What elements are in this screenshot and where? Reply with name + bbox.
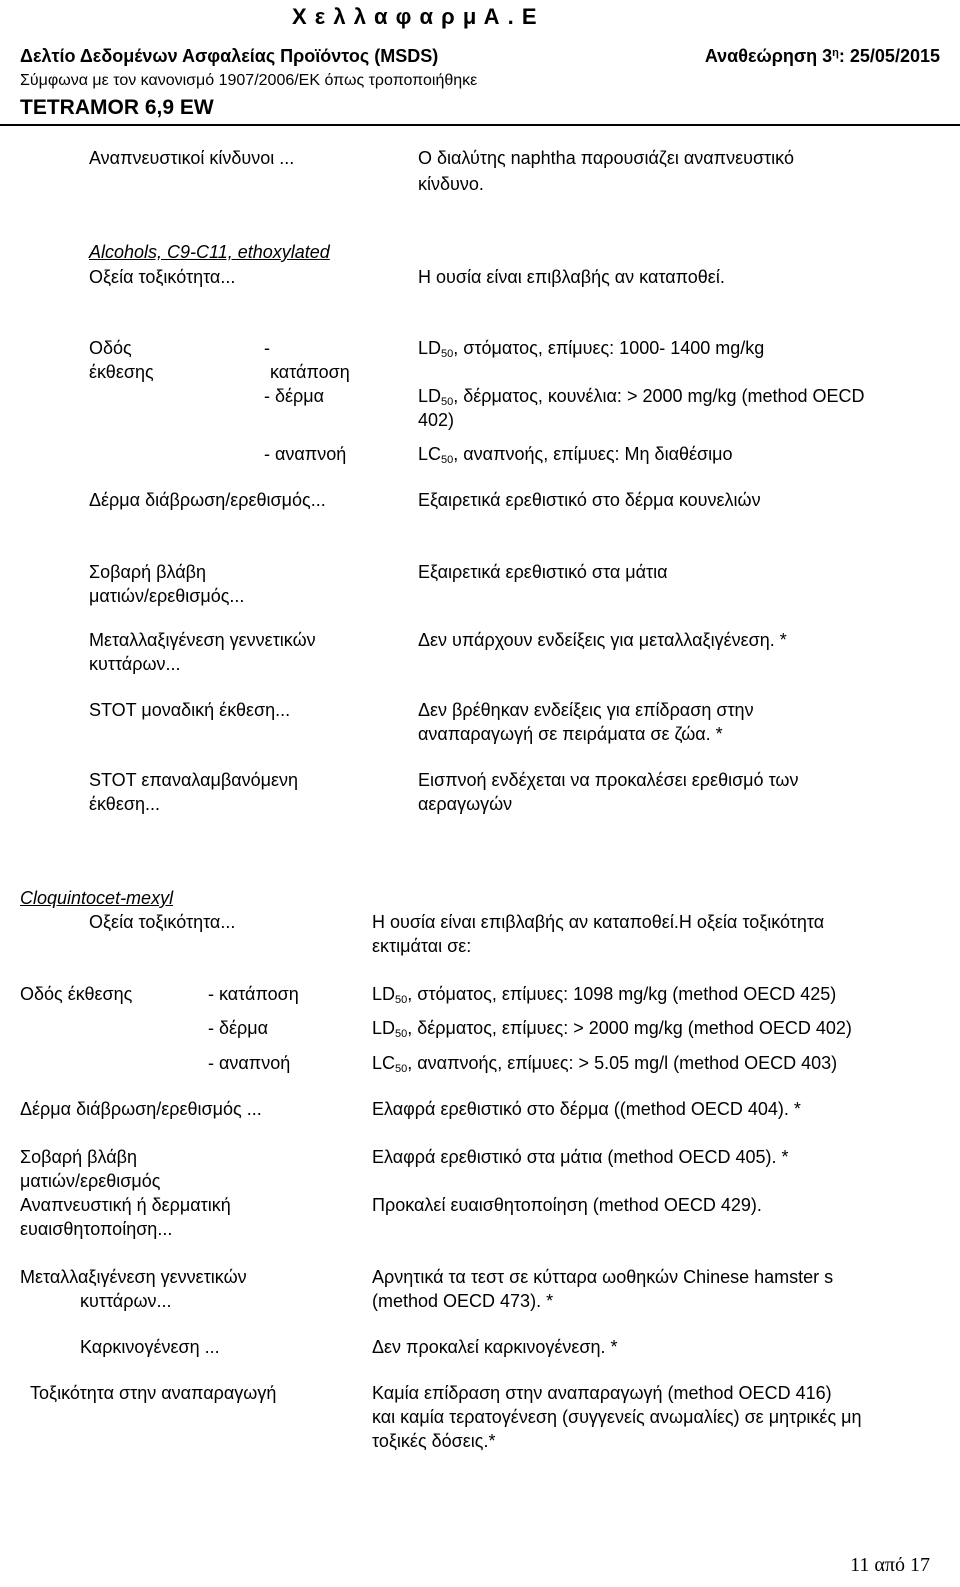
route-label-cont: έκθεσης: [89, 362, 154, 382]
route-dermal-value: $LD_{50}$, δέρματος, κουνέλια: > 2000 mg/kg (method OECD: [418, 386, 865, 408]
route-oral-dash: -: [264, 338, 270, 358]
cloq-acute-toxicity-value-cont: εκτιμάται σε:: [372, 936, 472, 956]
route-dermal-value-cont: 402): [418, 410, 455, 430]
cloq-sensitization-label-cont: ευαισθητοποίηση...: [20, 1219, 173, 1239]
stot-repeated-value-cont: αεραγωγών: [418, 794, 513, 814]
cloq-route-dermal-value: $LD_{50}$, δέρματος, επίμυες: > 2000 mg/kg (method OECD 402): [372, 1018, 852, 1040]
mutagenicity-label-cont: κυττάρων...: [89, 654, 181, 674]
aspiration-hazard-label: Αναπνευστικοί κίνδυνοι ...: [89, 148, 295, 168]
stot-single-value: Δεν βρέθηκαν ενδείξεις για επίδραση στην: [418, 700, 754, 720]
document-title: Δελτίο Δεδομένων Ασφαλείας Προϊόντος (MSDS): [20, 46, 439, 66]
mutagenicity-value: Δεν υπάρχουν ενδείξεις για μεταλλαξιγένεση. *: [418, 630, 787, 650]
cloq-reproductive-value-cont2: τοξικές δόσεις.*: [372, 1431, 496, 1451]
cloq-eye-damage-value: Ελαφρά ερεθιστικό στα μάτια (method OECD 405). *: [372, 1147, 789, 1167]
stot-single-value-cont: αναπαραγωγή σε πειράματα σε ζώα. *: [418, 724, 723, 744]
cloq-carcinogenicity-value: Δεν προκαλεί καρκινογένεση. *: [372, 1337, 618, 1357]
skin-irritation-label: Δέρμα διάβρωση/ερεθισμός...: [89, 490, 326, 510]
stot-single-label: STOT μοναδική έκθεση...: [89, 700, 291, 720]
cloq-sensitization-label: Αναπνευστική ή δερματική: [20, 1195, 231, 1215]
cloq-eye-damage-label: Σοβαρή βλάβη: [20, 1147, 137, 1167]
cloq-reproductive-label: Τοξικότητα στην αναπαραγωγή: [30, 1383, 277, 1403]
cloq-mutagenicity-value: Αρνητικά τα τεστ σε κύτταρα ωοθηκών Chinese hamster s: [372, 1267, 834, 1287]
cloq-reproductive-value-cont: και καμία τερατογένεση (συγγενείς ανωμαλίες) σε μητρικές μη: [372, 1407, 862, 1427]
cloq-mutagenicity-label-cont: κυττάρων...: [80, 1291, 172, 1311]
cloq-route-label: Οδός έκθεσης: [20, 984, 133, 1004]
company-name: Χ ε λ λ α φ α ρ μ Α . Ε: [292, 4, 538, 29]
page-number: 11 από 17: [850, 1554, 930, 1576]
aspiration-hazard-value-cont: κίνδυνο.: [418, 174, 484, 194]
regulation-note: Σύμφωνα με τον κανονισμό 1907/2006/ΕΚ όπως τροποποιήθηκε: [20, 72, 478, 89]
stot-repeated-label: STOT επαναλαμβανόμενη: [89, 770, 299, 790]
cloq-skin-irritation-value: Ελαφρά ερεθιστικό στο δέρμα ((method OECD 404). *: [372, 1099, 801, 1119]
eye-damage-label: Σοβαρή βλάβη: [89, 562, 206, 582]
cloq-route-oral-label: - κατάποση: [208, 984, 299, 1004]
skin-irritation-value: Εξαιρετικά ερεθιστικό στο δέρμα κουνελιών: [418, 490, 761, 510]
route-label: Οδός: [89, 338, 132, 358]
cloq-eye-damage-label-cont: ματιών/ερεθισμός: [20, 1171, 161, 1191]
cloq-route-dermal-label: - δέρμα: [208, 1018, 269, 1038]
eye-damage-value: Εξαιρετικά ερεθιστικό στα μάτια: [418, 562, 668, 582]
cloq-mutagenicity-label: Μεταλλαξιγένεση γεννετικών: [20, 1267, 247, 1287]
product-name: TETRAMOR 6,9 EW: [20, 96, 214, 119]
cloq-carcinogenicity-label: Καρκινογένεση ...: [80, 1337, 220, 1357]
route-inhalation-label: - αναπνοή: [264, 444, 347, 464]
cloq-reproductive-value: Καμία επίδραση στην αναπαραγωγή (method OECD 416): [372, 1383, 832, 1403]
acute-toxicity-value: Η ουσία είναι επιβλαβής αν καταποθεί.: [418, 267, 725, 287]
cloq-acute-toxicity-label: Οξεία τοξικότητα...: [89, 912, 236, 932]
route-oral-value: $LD_{50}$, στόματος, επίμυες: 1000- 1400 mg/kg: [418, 338, 765, 360]
cloq-route-inhalation-label: - αναπνοή: [208, 1053, 291, 1073]
aspiration-hazard-value: Ο διαλύτης naphtha παρουσιάζει αναπνευστικό: [418, 148, 794, 168]
route-oral-label: κατάποση: [270, 362, 350, 382]
stot-repeated-value: Εισπνοή ενδέχεται να προκαλέσει ερεθισμό των: [418, 770, 799, 790]
cloq-skin-irritation-label: Δέρμα διάβρωση/ερεθισμός ...: [20, 1099, 262, 1119]
stot-repeated-label-cont: έκθεση...: [89, 794, 160, 814]
route-inhalation-value: $LC_{50}$, αναπνοής, επίμυες: Μη διαθέσιμο: [418, 444, 733, 466]
cloq-route-inhalation-value: $LC_{50}$, αναπνοής, επίμυες: > 5.05 mg/l (method OECD 403): [372, 1053, 838, 1075]
cloq-mutagenicity-value-cont: (method OECD 473). *: [372, 1291, 554, 1311]
mutagenicity-label: Μεταλλαξιγένεση γεννετικών: [89, 630, 316, 650]
revision-date: Αναθεώρηση $3^\eta$: 25/05/2015: [704, 46, 940, 66]
substance-name-alcohols: Alcohols, C9-C11, ethoxylated: [89, 242, 330, 262]
route-dermal-label: - δέρμα: [264, 386, 325, 406]
eye-damage-label-cont: ματιών/ερεθισμός...: [89, 586, 245, 606]
cloq-route-oral-value: $LD_{50}$, στόματος, επίμυες: 1098 mg/kg (method OECD 425): [372, 984, 837, 1006]
cloq-acute-toxicity-value: Η ουσία είναι επιβλαβής αν καταποθεί.Η οξεία τοξικότητα: [372, 912, 825, 932]
cloq-sensitization-value: Προκαλεί ευαισθητοποίηση (method OECD 429).: [372, 1195, 762, 1215]
substance-name-cloquintocet: Cloquintocet-mexyl: [20, 888, 174, 908]
header-divider: [0, 124, 960, 126]
acute-toxicity-label: Οξεία τοξικότητα...: [89, 267, 236, 287]
